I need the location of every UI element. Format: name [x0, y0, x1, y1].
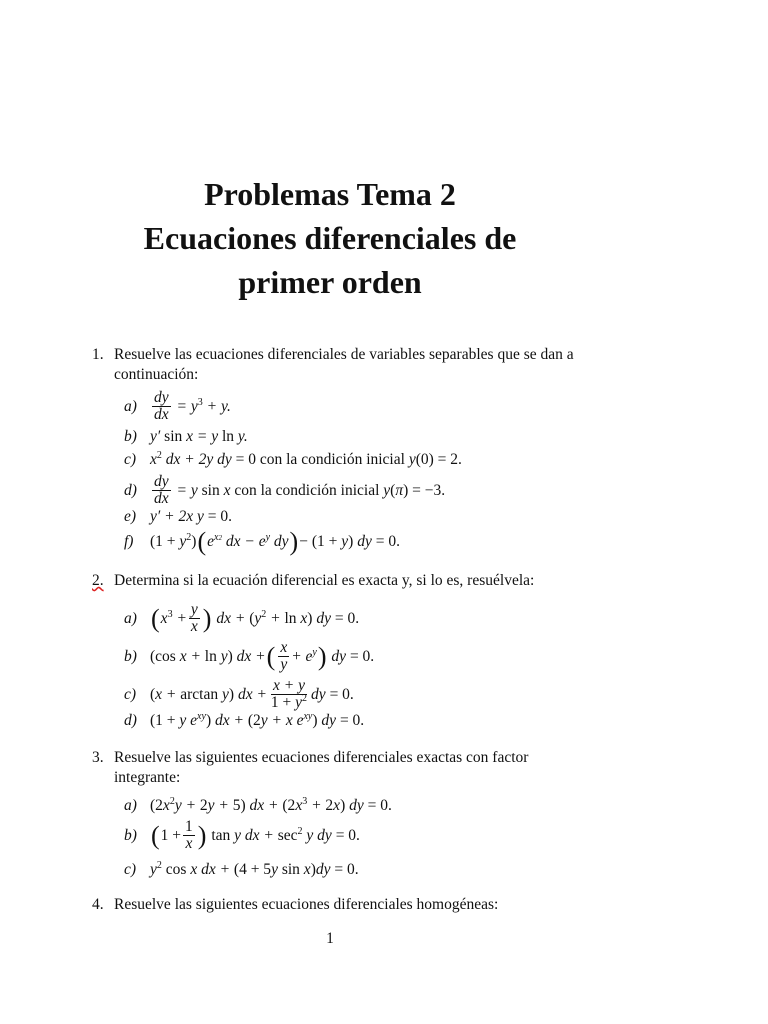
problem-text: Resuelve las ecuaciones diferenciales de variables separables que se dan a continuación:: [114, 346, 574, 383]
equation-3a: a) $(2x^2y + 2y + 5)$ dx + $(2x^3 + 2x)$ dy = 0.: [124, 795, 392, 814]
title-line-3: primer orden: [238, 264, 422, 300]
equation-1e: e) y′ + 2x y = 0.: [124, 508, 232, 525]
equation-1c: c) $x^2$ dx + 2y dy = 0 con la condición inicial y(0) = 2.: [124, 449, 462, 468]
problem-number: 4.: [92, 896, 104, 913]
problem-text: Resuelve las siguientes ecuaciones diferenciales homogéneas:: [114, 896, 499, 913]
equation-2c: c) (x + arctan y) dx + $\frac{x + y}{1 + y^2}$ dy = 0.: [124, 677, 354, 711]
equation-1a: a) $\frac{dy}{dx}$ = $y^3 + y$.: [124, 389, 231, 423]
problem-2: [92, 571, 592, 591]
equation-1b: b) y′ sin x = y ln y.: [124, 428, 248, 445]
equation-2a: a) ( $x^3$ + $\frac{y}{x}$ ) dx + $(y^2 + \ln x)$ dy = 0.: [124, 601, 360, 635]
equation-2d: d) (1 + y $e^{xy}$) dx + (2y + x $e^{xy}$) dy = 0.: [124, 710, 365, 729]
equation-1f: f) $(1 + y^2)$ ( $e^{x2}$ dx − $e^y$ dy ) − (1 + y) dy = 0.: [124, 527, 400, 556]
problem-4: [92, 895, 592, 915]
problem-3: [92, 748, 592, 788]
problem-number: 1.: [92, 346, 104, 363]
equation-3b: b) ( 1 + $\frac{1}{x}$ ) tan y dx + $\sec^2 y$ dy = 0.: [124, 818, 360, 852]
equation-1d: d) $\frac{dy}{dx}$ = y sin x con la condición inicial y(π) = −3.: [124, 473, 446, 507]
problem-1: [92, 345, 592, 385]
problem-text: Determina si la ecuación diferencial es exacta y, si lo es, resuélvela:: [114, 572, 535, 589]
problem-number: 3.: [92, 749, 104, 766]
title-line-1: Problemas Tema 2: [204, 176, 456, 212]
document-title: [0, 172, 660, 304]
title-line-2: Ecuaciones diferenciales de: [143, 220, 517, 256]
page-number: 1: [326, 930, 334, 947]
problem-text: Resuelve las siguientes ecuaciones diferenciales exactas con factor integrante:: [114, 749, 529, 786]
equation-2b: b) (cos x + ln y) dx + ( $\frac{x}{y}$ + $e^y$ ) dy = 0.: [124, 639, 375, 673]
problem-number: 2.: [92, 572, 104, 589]
equation-3c: c) $y^2$ cos x dx + (4 + 5y sin x)dy = 0.: [124, 859, 359, 878]
